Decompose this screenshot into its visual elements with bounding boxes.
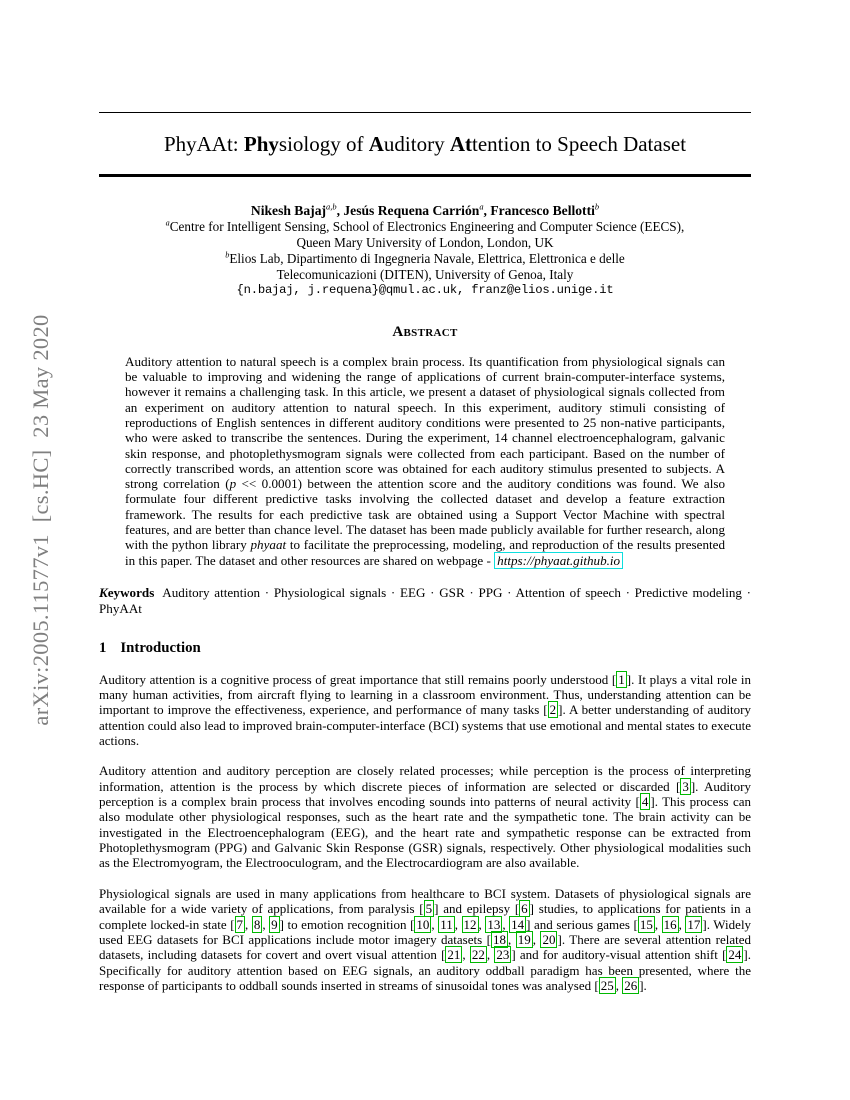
email-line: {n.bajaj, j.requena}@qmul.ac.uk, franz@elios.unige.it xyxy=(236,282,614,297)
citation-8[interactable]: 8 xyxy=(253,916,261,932)
citation-3[interactable]: 3 xyxy=(682,778,689,794)
keywords-text: Auditory attention · Physiological signals · EEG · GSR · PPG · Attention of speech · Predictive modeling · PhyAAt xyxy=(99,584,751,617)
citation-23[interactable]: 23 xyxy=(496,947,510,963)
citation-26[interactable]: 26 xyxy=(624,977,638,993)
citation-21[interactable]: 21 xyxy=(447,947,461,963)
citation-1[interactable]: 1 xyxy=(618,671,625,687)
title-rule-top xyxy=(99,112,751,113)
citation-2[interactable]: 2 xyxy=(549,702,557,718)
citation-6[interactable]: 6 xyxy=(521,901,528,917)
citation-12[interactable]: 12 xyxy=(463,916,477,932)
section-heading-introduction xyxy=(99,639,751,657)
keywords-block xyxy=(99,585,751,618)
citation-17[interactable]: 17 xyxy=(687,916,701,932)
intro-paragraph-1: Auditory attention is a cognitive process of great importance that still remains poorly understood [ 1 ]. It plays a vital role in many human activities, from aircraft flying to learning in a classroom environment. Thus, understanding attention can be important to improve the effectiveness, experience, and performance of many tasks [ 2 ]. A better understanding of auditory attention could also lead to improved brain-computer-interface (BCI) systems that use emotional and mental states to execute actions. xyxy=(99,671,751,749)
section-number: 1 xyxy=(99,639,107,656)
citation-16[interactable]: 16 xyxy=(663,916,677,932)
citation-15[interactable]: 15 xyxy=(639,916,653,932)
citation-22[interactable]: 22 xyxy=(471,947,485,963)
affiliation-line-4: Telecomunicazioni (DITEN), University of Genoa, Italy xyxy=(276,266,574,282)
citation-18[interactable]: 18 xyxy=(493,931,506,947)
affiliation-line-2: Queen Mary University of London, London, UK xyxy=(296,235,554,251)
citation-9[interactable]: 9 xyxy=(271,916,278,932)
abstract-heading: Abstract xyxy=(392,323,458,340)
intro-paragraph-3: Physiological signals are used in many applications from healthcare to BCI system. Datasets of physiological signals are available for a wide variety of applications, from paralysis [ 5 ] and epilepsy [ 6 ] studies, to applications for patients in a complete locked-in state [ 7 , 8 , 9 ] to emotion recognition [ 10 , 11 , 12 , 13 , 14 ] and serious games [ 15 , 16 , 17 ]. Widely used EEG datasets for BCI applications include motor imagery datasets [ 18 , 19 , 20 ]. There are several attention related datasets, including datasets for covert and overt visual attention [ 21 , 22 , 23 ] and for auditory-visual attention shift [ 24 ]. Specifically for auditory attention based on EEG signals, an auditory oddball paradigm has been presented, where the response of participants to oddball sounds inserted in streams of sinusoidal tones was analysed [ 25 , 26 ]. xyxy=(99,885,752,993)
citation-14[interactable]: 14 xyxy=(511,916,525,932)
paper-title: PhyAAt: Physiology of Auditory Attention to Speech Dataset xyxy=(163,132,687,156)
citation-5[interactable]: 5 xyxy=(425,901,433,917)
abstract-text: Auditory attention to natural speech is a complex brain process. Its quantification from physiological signals can be valuable to improving and widening the range of applications of current brain-computer-interface systems, however it remains a challenging task. In this article, we present a dataset of physiological signals collected from an experiment on auditory attention to natural speech. In this experiment, auditory stimuli consisting of reproductions of English sentences in different auditory conditions were presented to 25 non-native participants, who were asked to transcribe the sentences. During the experiment, 14 channel electroencephalogram, galvanic skin response, and photoplethysmogram signals were collected from each participant. Based on the number of correctly transcribed words, an attention score was obtained for each auditory stimulus presented to subjects. A strong correlation (p << 0.0001) between the attention score and the auditory conditions was found. We also formulate four different predictive tasks involving the collected dataset and develop a feature extraction framework. The results for each predictive task are obtained using a Support Vector Machine with spectral features, and are better than chance level. The dataset has been made publicly available for further research, along with the python library phyaat to facilitate the preprocessing, modeling, and reproduction of the results presented in this paper. The dataset and other resources are shared on webpage - https://phyaat.github.io xyxy=(125,353,725,568)
affiliation-line-1: $^a$Centre for Intelligent Sensing, School of Electronics Engineering and Computer Science (EECS), xyxy=(165,218,685,235)
citation-19[interactable]: 19 xyxy=(517,931,531,947)
citation-11[interactable]: 11 xyxy=(440,916,453,932)
intro-paragraph-2: Auditory attention and auditory perception are closely related processes; while perception is the process of interpreting information, attention is the process by which discrete pieces of information are selected or discarded [ 3 ]. Auditory perception is a complex brain process that involves encoding sounds into patterns of neural activity [ 4 ]. This process can also modulate other physiological responses, such as the heart rate and the sympathetic tone. The brain activity can be investigated in the Electroencephalogram (EEG), and the heart rate and sympathetic response can be extracted from Photoplethysmogram (PPG) and Galvanic Skin Response (GSR) signals, respectively. Other physiological modalities such as the Electromyogram, the Electrooculogram, and the Electrocardiogram are also available. xyxy=(99,763,751,871)
paper-body xyxy=(99,0,751,993)
citation-24[interactable]: 24 xyxy=(728,947,742,963)
webpage-link[interactable]: https://phyaat.github.io xyxy=(494,552,623,569)
section-title: Introduction xyxy=(120,639,201,656)
author-line: Nikesh Bajaj$^{a,b}$, Jesús Requena Carrión$^a$, Francesco Bellotti$^b$ xyxy=(250,201,600,219)
arxiv-watermark: arXiv:2005.11577v1 [cs.HC] 23 May 2020 xyxy=(28,314,53,726)
keywords-label: Keywords xyxy=(99,584,155,600)
citation-4[interactable]: 4 xyxy=(641,794,649,810)
citation-20[interactable]: 20 xyxy=(542,931,556,947)
citation-10[interactable]: 10 xyxy=(416,916,430,932)
citation-25[interactable]: 25 xyxy=(600,977,614,993)
citation-13[interactable]: 13 xyxy=(487,916,501,932)
citation-7[interactable]: 7 xyxy=(236,916,244,932)
affiliation-line-3: $^b$Elios Lab, Dipartimento di Ingegneria Navale, Elettrica, Elettronica e delle xyxy=(225,250,625,266)
title-rule-bottom xyxy=(99,174,751,177)
